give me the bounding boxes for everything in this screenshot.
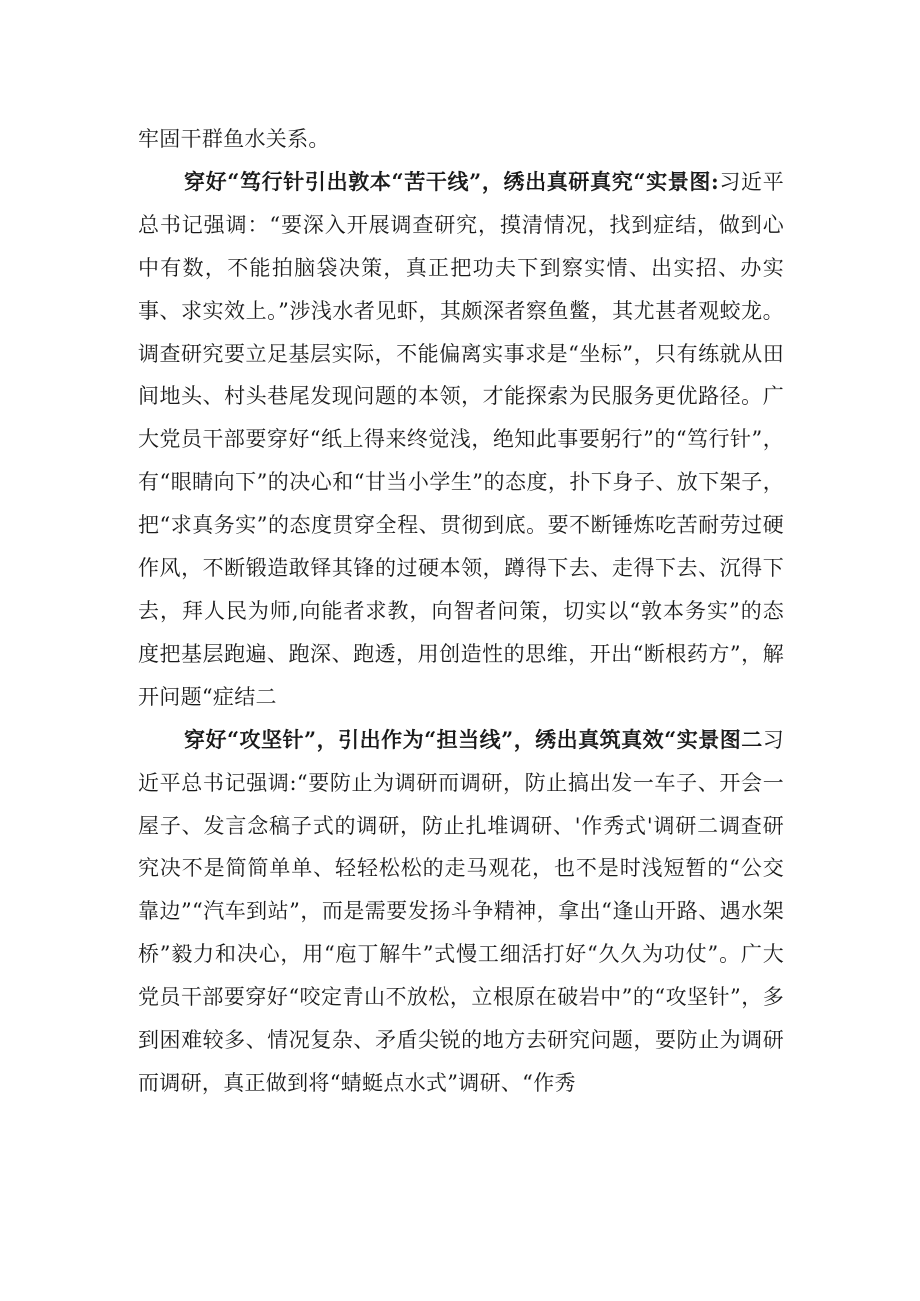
paragraph-continuation [138, 118, 784, 161]
section-heading: 穿好“笃行针引出敦本“苦干线”，绣出真研真究“实景图: [184, 168, 720, 194]
paragraph-section-practice [138, 161, 784, 719]
paragraph-body: 习近平总书记强调:“要防止为调研而调研，防止搞出发一车子、开会一屋子、发言念稿子式的调研，防止扎堆调研、'作秀式'调研二调查研究决不是简简单单、轻轻松松的走马观花，也不是时浅短暂的“公交靠边”“汽车到站”，而是需要发扬斗争精神，拿出“逢山开路、遇水架桥”毅力和决心，用“庖丁解牛”式慢工细活打好“久久为功仗”。广大党员干部要穿好“咬定青山不放松，立根原在破岩中”的“攻坚针”，多到困难较多、情况复杂、矛盾尖锐的地方去研究问题，要防止为调研而调研，真正做到将“蜻蜓点水式”调研、“作秀 [138, 727, 784, 1095]
document-page [138, 118, 784, 1105]
paragraph-section-tackle [138, 719, 784, 1105]
paragraph-body: 牢固干群鱼水关系。 [138, 127, 330, 151]
paragraph-body: 习近平总书记强调：“要深入开展调查研究，摸清情况，找到症结，做到心中有数，不能拍脑袋决策，真正把功夫下到察实情、出实招、办实事、求实效上。”涉浅水者见虾，其颇深者察鱼鳖，其尤甚者观蛟龙。调查研究要立足基层实际，不能偏离实事求是“坐标”，只有练就从田间地头、村头巷尾发现问题的本领，才能探索为民服务更优路径。广大党员干部要穿好“纸上得来终觉浅，绝知此事要躬行”的“笃行针”，有“眼睛向下”的决心和“甘当小学生”的态度，扑下身子、放下架子，把“求真务实”的态度贯穿全程、贯彻到底。要不断锤炼吃苦耐劳过硬作风，不断锻造敢铎其锋的过硬本领，蹲得下去、走得下去、沉得下去，拜人民为师,向能者求教，向智者问策，切实以“敦本务实”的态度把基层跑遍、跑深、跑透，用创造性的思维，开出“断根药方”，解开问题“症结二 [138, 169, 784, 709]
section-heading: 穿好“攻坚针”，引出作为“担当线”，绣出真筑真效“实景图二 [184, 726, 763, 752]
